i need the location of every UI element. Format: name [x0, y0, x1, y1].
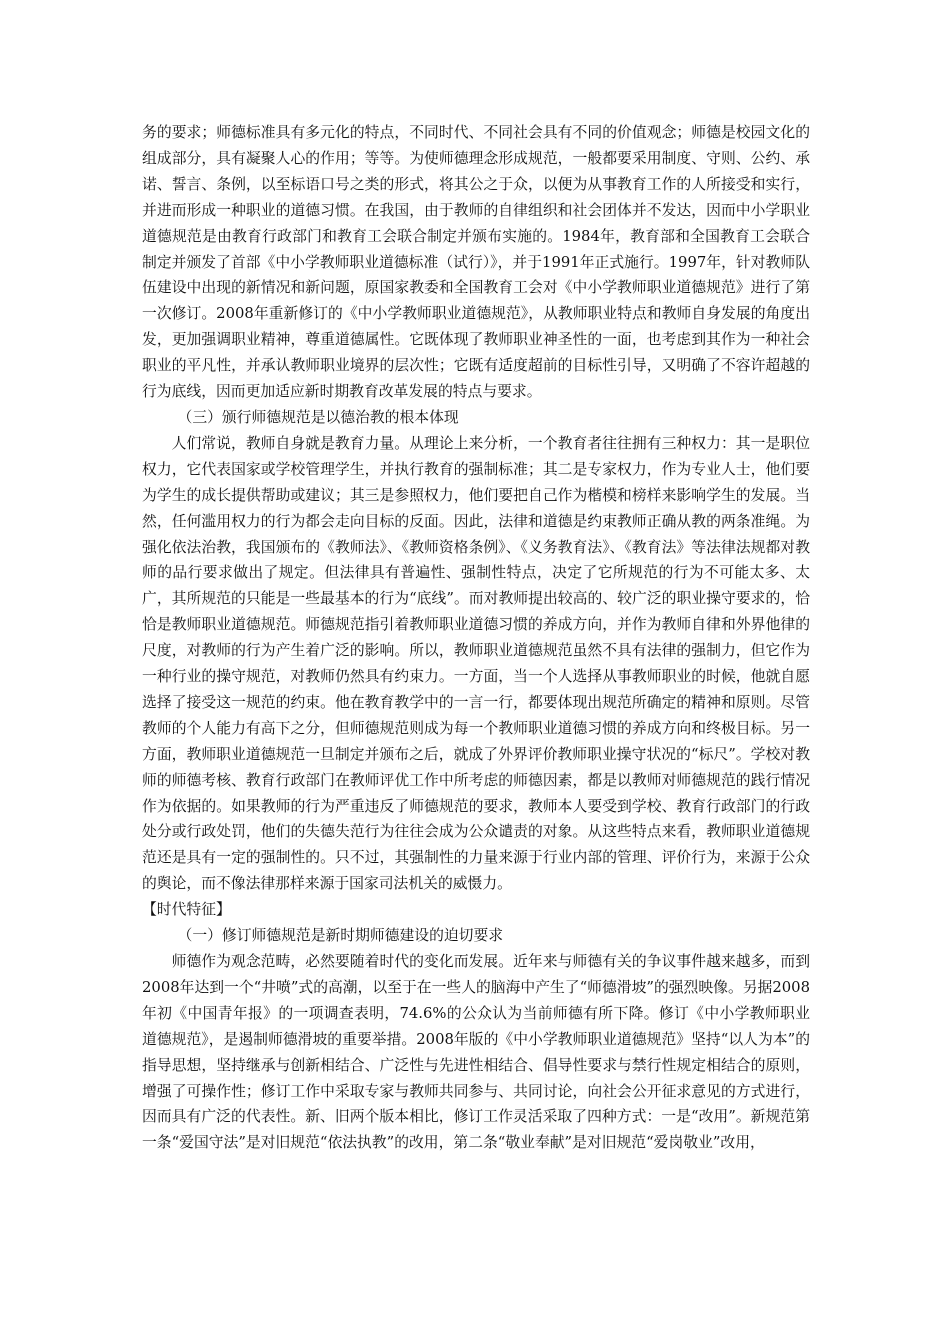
document-page [142, 120, 810, 1156]
subheading-one: （一）修订师德规范是新时期师德建设的迫切要求 [177, 927, 504, 945]
subheading-three: （三）颁行师德规范是以德治教的根本体现 [177, 408, 459, 426]
paragraph-teacher-power: 人们常说，教师自身就是教育力量。从理论上来分析，一个教育者往往拥有三种权力：其一是职位权力，它代表国家或学校管理学生，并执行教育的强制标准；其二是专家权力，作为专业人士，他们要为学生的成长提供帮助或建议；其三是参照权力，他们要把自己作为楷模和榜样来影响学生的发展。当然，任何滥用权力的行为都会走向目标的反面。因此，法律和道德是约束教师正确从教的两条准绳。为强化依法治教，我国颁布的《教师法》、《教师资格条例》、《义务教育法》、《教育法》等法律法规都对教师的品行要求做出了规定。但法律具有普遍性、强制性特点，决定了它所规范的行为不可能太多、太广，其所规范的只能是一些最基本的行为“底线”。而对教师提出较高的、较广泛的职业操守要求的，恰恰是教师职业道德规范。师德规范指引着教师职业道德习惯的养成方向，并作为教师自律和外界他律的尺度，对教师的行为产生着广泛的影响。所以，教师职业道德规范虽然不具有法律的强制力，但它作为一种行业的操守规范，对教师仍然具有约束力。一方面，当一个人选择从事教师职业的时候，他就自愿选择了接受这一规范的约束。他在教育教学中的一言一行，都要体现出规范所确定的精神和原则。尽管教师的个人能力有高下之分，但师德规范则成为每一个教师职业道德习惯的养成方向和终极目标。另一方面，教师职业道德规范一旦制定并颁布之后，就成了外界评价教师职业操守状况的“标尺”。学校对教师的师德考核、教育行政部门在教师评优工作中所考虑的师德因素，都是以教师对师德规范的践行情况作为依据的。如果教师的行为严重违反了师德规范的要求，教师本人要受到学校、教育行政部门的行政处分或行政处罚，他们的失德失范行为往往会成为公众谴责的对象。从这些特点来看，教师职业道德规范还是具有一定的强制性的。只不过，其强制性的力量来源于行业内部的管理、评价行为，来源于公众的舆论，而不像法律那样来源于国家司法机关的威慑力。 [142, 434, 810, 893]
paragraph-duties-continued: 务的要求；师德标准具有多元化的特点，不同时代、不同社会具有不同的价值观念；师德是校园文化的组成部分，具有凝聚人心的作用；等等。为使师德理念形成规范，一般都要采用制度、守则、公约、承诺、誓言、条例，以至标语口号之类的形式，将其公之于众，以便为从事教育工作的人所接受和实行，并进而形成一种职业的道德习惯。在我国，由于教师的自律组织和社会团体并不发达，因而中小学职业道德规范是由教育行政部门和教育工会联合制定并颁布实施的。1984年，教育部和全国教育工会联合制定并颁发了首部《中小学教师职业道德标准（试行）》，并于1991年正式施行。1997年，针对教师队伍建设中出现的新情况和新问题，原国家教委和全国教育工会对《中小学教师职业道德规范》进行了第一次修订。2008年重新修订的《中小学教师职业道德规范》，从教师职业特点和教师自身发展的角度出发，更加强调职业精神，尊重道德属性。它既体现了教师职业神圣性的一面，也考虑到其作为一种社会职业的平凡性，并承认教师职业境界的层次性；它既有适度超前的目标性引导，又明确了不容许超越的行为底线，因而更加适应新时期教育改革发展的特点与要求。 [142, 124, 810, 401]
section-heading-era-features: 【时代特征】 [142, 901, 231, 919]
paragraph-revision: 师德作为观念范畴，必然要随着时代的变化而发展。近年来与师德有关的争议事件越来越多，而到2008年达到一个“井喷”式的高潮，以至于在一些人的脑海中产生了“师德滑坡”的强烈映像。另据2008年初《中国青年报》的一项调查表明，74.6%的公众认为当前师德有所下降。修订《中小学教师职业道德规范》，是遏制师德滑坡的重要举措。2008年版的《中小学教师职业道德规范》坚持“以人为本”的指导思想，坚持继承与创新相结合、广泛性与先进性相结合、倡导性要求与禁行性规定相结合的原则，增强了可操作性；修订工作中采取专家与教师共同参与、共同讨论，向社会公开征求意见的方式进行，因而具有广泛的代表性。新、旧两个版本相比，修订工作灵活采取了四种方式：一是“改用”。新规范第一条“爱国守法”是对旧规范“依法执教”的改用，第二条“敬业奉献”是对旧规范“爱岗敬业”改用， [142, 953, 810, 1152]
